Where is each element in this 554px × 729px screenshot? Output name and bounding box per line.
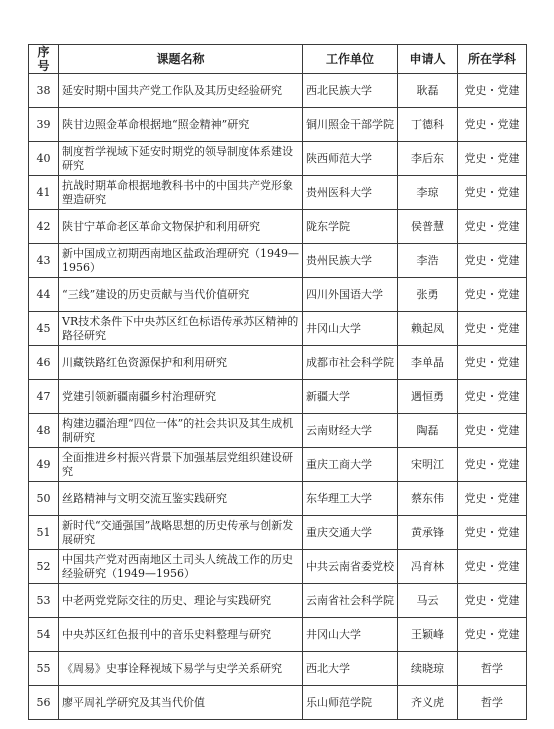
applicant-name: 黄承锋 [398,516,458,550]
project-title: “三线”建设的历史贡献与当代价值研究 [59,278,303,312]
applicant-name: 丁德科 [398,108,458,142]
header-topic: 课题名称 [59,45,303,74]
discipline: 党史・党建 [458,312,527,346]
row-number: 55 [29,652,59,686]
discipline: 党史・党建 [458,244,527,278]
table-row [29,618,527,652]
discipline: 党史・党建 [458,108,527,142]
project-title: 中央苏区红色报刊中的音乐史料整理与研究 [59,618,303,652]
applicant-name: 赖起凤 [398,312,458,346]
applicant-name: 续晓琼 [398,652,458,686]
row-number: 49 [29,448,59,482]
work-unit: 乐山师范学院 [303,686,398,720]
discipline: 党史・党建 [458,346,527,380]
project-title: 中老两党党际交往的历史、理论与实践研究 [59,584,303,618]
table-row [29,482,527,516]
row-number: 48 [29,414,59,448]
row-number: 53 [29,584,59,618]
work-unit: 中共云南省委党校 [303,550,398,584]
applicant-name: 李浩 [398,244,458,278]
row-number: 43 [29,244,59,278]
header-applicant: 申请人 [398,45,458,74]
header-subject: 所在学科 [458,45,527,74]
discipline: 党史・党建 [458,380,527,414]
work-unit: 陇东学院 [303,210,398,244]
project-title: VR技术条件下中央苏区红色标语传承苏区精神的路径研究 [59,312,303,346]
project-title: 延安时期中国共产党工作队及其历史经验研究 [59,74,303,108]
discipline: 党史・党建 [458,74,527,108]
project-title: 廖平周礼学研究及其当代价值 [59,686,303,720]
row-number: 38 [29,74,59,108]
row-number: 56 [29,686,59,720]
work-unit: 云南省社会科学院 [303,584,398,618]
project-title: 陕甘宁革命老区革命文物保护和利用研究 [59,210,303,244]
row-number: 54 [29,618,59,652]
project-title: 陕甘边照金革命根据地“照金精神”研究 [59,108,303,142]
project-table [28,44,527,720]
project-title: 制度哲学视域下延安时期党的领导制度体系建设研究 [59,142,303,176]
project-title: 新时代“交通强国”战略思想的历史传承与创新发展研究 [59,516,303,550]
project-title: 新中国成立初期西南地区盐政治理研究（1949—1956） [59,244,303,278]
discipline: 哲学 [458,686,527,720]
applicant-name: 陶磊 [398,414,458,448]
row-number: 40 [29,142,59,176]
table-row [29,686,527,720]
table-row [29,142,527,176]
table-row [29,550,527,584]
row-number: 41 [29,176,59,210]
table-row [29,584,527,618]
table-row [29,652,527,686]
table-row [29,414,527,448]
row-number: 50 [29,482,59,516]
work-unit: 西北民族大学 [303,74,398,108]
work-unit: 西北大学 [303,652,398,686]
discipline: 党史・党建 [458,448,527,482]
applicant-name: 侯普慧 [398,210,458,244]
applicant-name: 李琼 [398,176,458,210]
row-number: 44 [29,278,59,312]
row-number: 52 [29,550,59,584]
work-unit: 四川外国语大学 [303,278,398,312]
work-unit: 重庆交通大学 [303,516,398,550]
applicant-name: 耿磊 [398,74,458,108]
table-row [29,244,527,278]
table-row [29,74,527,108]
row-number: 47 [29,380,59,414]
project-title: 党建引领新疆南疆乡村治理研究 [59,380,303,414]
table-row [29,108,527,142]
discipline: 党史・党建 [458,414,527,448]
table-row [29,312,527,346]
table-row [29,380,527,414]
work-unit: 铜川照金干部学院 [303,108,398,142]
project-title: 丝路精神与文明交流互鉴实践研究 [59,482,303,516]
row-number: 46 [29,346,59,380]
table-row [29,516,527,550]
applicant-name: 李单晶 [398,346,458,380]
row-number: 51 [29,516,59,550]
discipline: 党史・党建 [458,516,527,550]
work-unit: 陕西师范大学 [303,142,398,176]
table-row [29,448,527,482]
discipline: 党史・党建 [458,550,527,584]
project-title: 全面推进乡村振兴背景下加强基层党组织建设研究 [59,448,303,482]
applicant-name: 王颖峰 [398,618,458,652]
work-unit: 重庆工商大学 [303,448,398,482]
table-row [29,346,527,380]
row-number: 39 [29,108,59,142]
header-unit: 工作单位 [303,45,398,74]
applicant-name: 宋明江 [398,448,458,482]
table-row [29,176,527,210]
discipline: 党史・党建 [458,142,527,176]
discipline: 党史・党建 [458,584,527,618]
discipline: 党史・党建 [458,482,527,516]
applicant-name: 李后东 [398,142,458,176]
work-unit: 井冈山大学 [303,618,398,652]
applicant-name: 遇恒勇 [398,380,458,414]
project-title: 构建边疆治理“四位一体”的社会共识及其生成机制研究 [59,414,303,448]
work-unit: 贵州医科大学 [303,176,398,210]
work-unit: 云南财经大学 [303,414,398,448]
table-row [29,278,527,312]
project-title: 抗战时期革命根据地教科书中的中国共产党形象塑造研究 [59,176,303,210]
project-title: 川藏铁路红色资源保护和利用研究 [59,346,303,380]
discipline: 党史・党建 [458,278,527,312]
discipline: 党史・党建 [458,210,527,244]
applicant-name: 蔡东伟 [398,482,458,516]
row-number: 42 [29,210,59,244]
work-unit: 成都市社会科学院 [303,346,398,380]
applicant-name: 马云 [398,584,458,618]
discipline: 哲学 [458,652,527,686]
discipline: 党史・党建 [458,176,527,210]
project-title: 《周易》史事诠释视域下易学与史学关系研究 [59,652,303,686]
row-number: 45 [29,312,59,346]
work-unit: 东华理工大学 [303,482,398,516]
header-no: 序号 [29,45,59,74]
table-row [29,210,527,244]
work-unit: 井冈山大学 [303,312,398,346]
table-header-row [29,45,527,74]
discipline: 党史・党建 [458,618,527,652]
work-unit: 贵州民族大学 [303,244,398,278]
applicant-name: 齐义虎 [398,686,458,720]
project-title: 中国共产党对西南地区土司头人统战工作的历史经验研究（1949—1956） [59,550,303,584]
applicant-name: 冯育林 [398,550,458,584]
applicant-name: 张勇 [398,278,458,312]
work-unit: 新疆大学 [303,380,398,414]
